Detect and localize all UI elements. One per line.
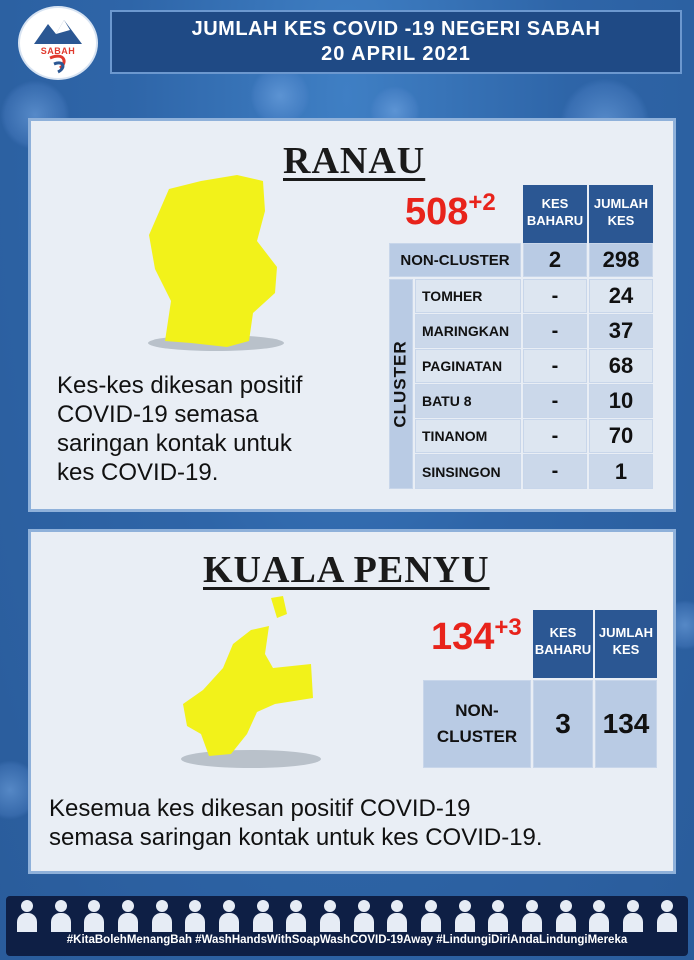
- person-icon: [420, 898, 442, 932]
- ranau-map-icon: [141, 171, 291, 356]
- description-line: Kesemua kes dikesan positif COVID-19: [49, 795, 471, 822]
- title-line-1: JUMLAH KES COVID -19 NEGERI SABAH: [191, 18, 601, 40]
- header-kes-baharu: KES BAHARU: [523, 185, 587, 243]
- person-icon: [50, 898, 72, 932]
- cluster-new: -: [523, 384, 587, 418]
- cluster-new: -: [523, 349, 587, 383]
- cluster-total: 70: [589, 419, 653, 453]
- cluster-total: 10: [589, 384, 653, 418]
- cluster-total: 1: [589, 454, 653, 489]
- cluster-total: 68: [589, 349, 653, 383]
- person-icon: [285, 898, 307, 932]
- person-icon: [151, 898, 173, 932]
- cluster-name: PAGINATAN: [415, 349, 521, 383]
- district-name-kuala-penyu: KUALA PENYU: [203, 549, 490, 591]
- description-line: kes COVID-19.: [57, 459, 219, 486]
- non-cluster-label: NON-CLUSTER: [389, 243, 521, 277]
- cluster-name: TOMHER: [415, 279, 521, 313]
- person-icon: [588, 898, 610, 932]
- cluster-label-text: CLUSTER: [391, 340, 410, 428]
- ranau-description: [57, 371, 387, 487]
- cluster-new: -: [523, 314, 587, 348]
- kuala-penyu-total-cases: [431, 616, 522, 659]
- logo-text: SABAH: [40, 46, 76, 56]
- person-icon: [319, 898, 341, 932]
- header-jumlah-kes: JUMLAH KES: [595, 610, 657, 678]
- total-increase: +3: [494, 614, 522, 641]
- person-icon: [117, 898, 139, 932]
- footer-banner: [6, 896, 688, 956]
- hashtags: #KitaBolehMenangBah #WashHandsWithSoapWashCOVID-19Away #LindungiDiriAndaLindungiMereka: [66, 934, 628, 946]
- person-icon: [487, 898, 509, 932]
- ranau-total-cases: [405, 191, 496, 234]
- cluster-name: SINSINGON: [415, 454, 521, 489]
- cluster-new: -: [523, 279, 587, 313]
- person-icon: [454, 898, 476, 932]
- total-number: 134: [431, 616, 495, 658]
- non-cluster-new: 2: [523, 243, 587, 277]
- title-date: 20 APRIL 2021: [321, 43, 471, 65]
- non-cluster-label: [423, 680, 531, 768]
- cluster-name: TINANOM: [415, 419, 521, 453]
- cluster-name: MARINGKAN: [415, 314, 521, 348]
- cluster-total: 37: [589, 314, 653, 348]
- header-jumlah-kes: JUMLAH KES: [589, 185, 653, 243]
- person-icon: [252, 898, 274, 932]
- person-icon: [184, 898, 206, 932]
- person-icon: [386, 898, 408, 932]
- header-kes-baharu: KES BAHARU: [533, 610, 593, 678]
- description-line: semasa saringan kontak untuk kes COVID-19.: [49, 824, 543, 851]
- description-line: Kes-kes dikesan positif: [57, 372, 303, 399]
- cluster-label: [389, 279, 413, 489]
- person-icon: [353, 898, 375, 932]
- non-cluster-label-line: CLUSTER: [436, 727, 518, 746]
- description-line: saringan kontak untuk: [57, 430, 292, 457]
- virus-decoration: [250, 66, 310, 126]
- cluster-new: -: [523, 454, 587, 489]
- person-icon: [16, 898, 38, 932]
- person-icon: [555, 898, 577, 932]
- person-icon: [521, 898, 543, 932]
- non-cluster-label-line: NON-: [455, 701, 499, 720]
- non-cluster-new: 3: [533, 680, 593, 768]
- kuala-penyu-panel: [28, 529, 676, 874]
- cluster-total: 24: [589, 279, 653, 313]
- total-number: 508: [405, 191, 469, 233]
- sabah-logo: [18, 6, 98, 80]
- kuala-penyu-map-icon: [171, 594, 331, 774]
- person-icon: [83, 898, 105, 932]
- description-line: COVID-19 semasa: [57, 401, 259, 428]
- non-cluster-total: 134: [595, 680, 657, 768]
- person-icon: [218, 898, 240, 932]
- cluster-name: BATU 8: [415, 384, 521, 418]
- person-icon: [622, 898, 644, 932]
- cluster-new: -: [523, 419, 587, 453]
- district-name-ranau: RANAU: [283, 140, 426, 182]
- kuala-penyu-description: [49, 794, 669, 852]
- frontliner-icons: [16, 898, 678, 932]
- total-increase: +2: [468, 189, 496, 216]
- person-icon: [656, 898, 678, 932]
- page-title: [110, 10, 682, 74]
- ranau-panel: [28, 118, 676, 512]
- non-cluster-total: 298: [589, 243, 653, 277]
